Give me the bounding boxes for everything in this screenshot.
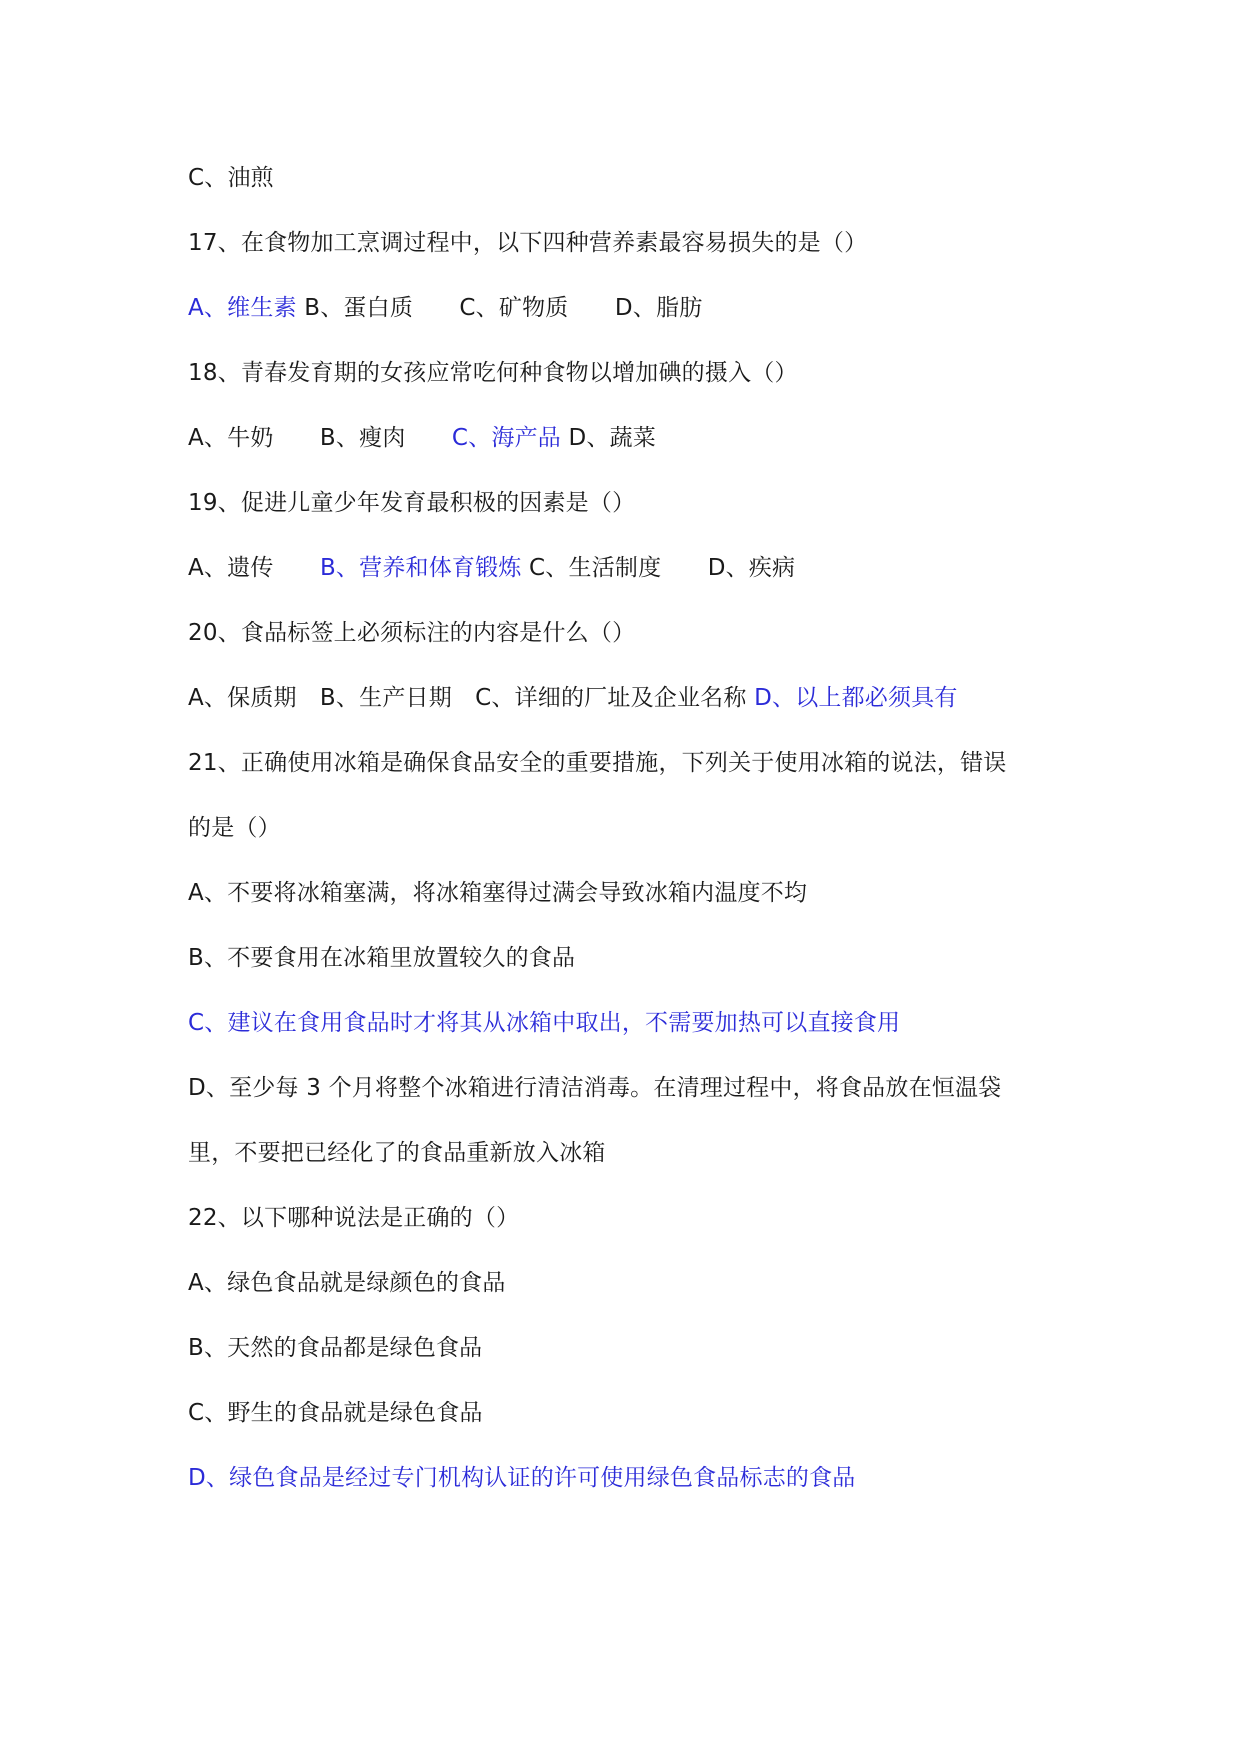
line-text: A、遗传 — [188, 555, 320, 581]
line-text: A、不要将冰箱塞满，将冰箱塞得过满会导致冰箱内温度不均 — [188, 880, 808, 906]
document-body — [188, 157, 1068, 1522]
text-line — [188, 482, 1068, 547]
text-line — [188, 677, 1068, 742]
line-text: B、蛋白质 C、矿物质 D、脂肪 — [296, 295, 703, 321]
line-text: D、蔬菜 — [560, 425, 657, 451]
text-line — [188, 872, 1068, 937]
line-text: 21、正确使用冰箱是确保食品安全的重要措施，下列关于使用冰箱的说法，错误 — [188, 750, 1007, 776]
text-line — [188, 417, 1068, 482]
line-text: 17、在食物加工烹调过程中，以下四种营养素最容易损失的是（） — [188, 230, 868, 256]
answer-text: D、以上都必须具有 — [754, 685, 958, 711]
text-line — [188, 1067, 1068, 1132]
line-text: 20、食品标签上必须标注的内容是什么（） — [188, 620, 636, 646]
answer-text: C、建议在食用食品时才将其从冰箱中取出，不需要加热可以直接食用 — [188, 1010, 901, 1036]
text-line — [188, 807, 1068, 872]
text-line — [188, 937, 1068, 1002]
text-line — [188, 1002, 1068, 1067]
line-text: B、天然的食品都是绿色食品 — [188, 1335, 483, 1361]
line-text: 18、青春发育期的女孩应常吃何种食物以增加碘的摄入（） — [188, 360, 798, 386]
line-text: C、野生的食品就是绿色食品 — [188, 1400, 483, 1426]
text-line — [188, 547, 1068, 612]
text-line — [188, 1392, 1068, 1457]
line-text: 22、以下哪种说法是正确的（） — [188, 1205, 520, 1231]
line-text: A、保质期 B、生产日期 C、详细的厂址及企业名称 — [188, 685, 755, 711]
text-line — [188, 157, 1068, 222]
line-text: 的是（） — [188, 815, 281, 841]
line-text: 19、促进儿童少年发育最积极的因素是（） — [188, 490, 636, 516]
line-text: D、至少每 3 个月将整个冰箱进行清洁消毒。在清理过程中，将食品放在恒温袋 — [188, 1075, 1002, 1101]
line-text: A、牛奶 B、瘦肉 — [188, 425, 452, 451]
text-line — [188, 1457, 1068, 1522]
text-line — [188, 352, 1068, 417]
line-text: C、生活制度 D、疾病 — [521, 555, 796, 581]
answer-text: A、维生素 — [188, 295, 297, 321]
line-text: B、不要食用在冰箱里放置较久的食品 — [188, 945, 576, 971]
line-text: C、油煎 — [188, 165, 274, 191]
text-line — [188, 742, 1068, 807]
text-line — [188, 1132, 1068, 1197]
text-line — [188, 1327, 1068, 1392]
answer-text: B、营养和体育锻炼 — [319, 555, 522, 581]
text-line — [188, 612, 1068, 677]
line-text: 里，不要把已经化了的食品重新放入冰箱 — [188, 1140, 606, 1166]
answer-text: C、海产品 — [451, 425, 561, 451]
text-line — [188, 287, 1068, 352]
text-line — [188, 1197, 1068, 1262]
text-line — [188, 1262, 1068, 1327]
answer-text: D、绿色食品是经过专门机构认证的许可使用绿色食品标志的食品 — [188, 1465, 856, 1491]
text-line — [188, 222, 1068, 287]
line-text: A、绿色食品就是绿颜色的食品 — [188, 1270, 506, 1296]
